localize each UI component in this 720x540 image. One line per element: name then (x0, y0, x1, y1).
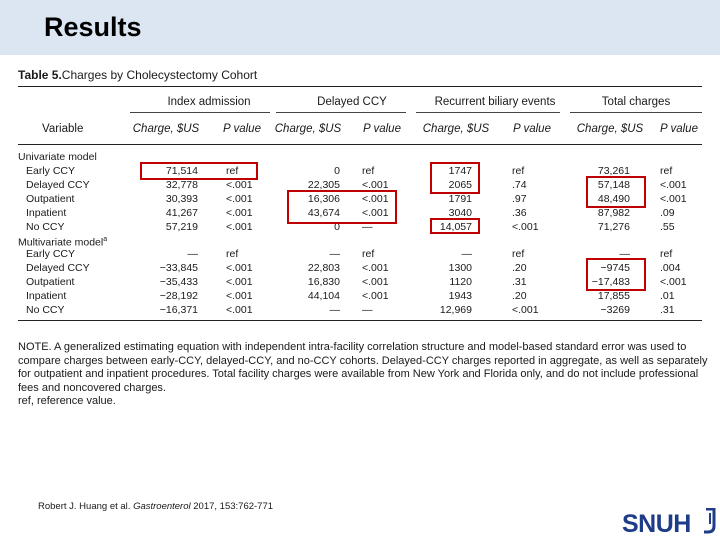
cell: 22,803 (307, 262, 340, 274)
col-recurrent-p: P value (513, 123, 551, 135)
cell: 3040 (448, 207, 472, 219)
cell: 0 (334, 221, 340, 233)
cell: <.001 (226, 304, 253, 316)
cell: 30,393 (165, 193, 198, 205)
cell: <.001 (226, 207, 253, 219)
cell: 1747 (448, 165, 472, 177)
subrule-index (130, 112, 270, 113)
cell: 16,830 (307, 276, 340, 288)
cell: 22,305 (307, 179, 340, 191)
cell: 2065 (448, 179, 472, 191)
col-variable: Variable (42, 123, 84, 135)
table-row (18, 304, 702, 316)
cell: 32,778 (165, 179, 198, 191)
cell: .31 (660, 304, 675, 316)
highlight-box (287, 190, 397, 224)
table-caption-text: Charges by Cholecystectomy Cohort (61, 68, 258, 82)
note-text: NOTE. A generalized estimating equation with independent intra-facility correlation structure and model-based standard error was used to compare charges between early-CCY, delayed-CCY, and no-CCY cohorts. Delayed-CCY charges reported in aggregate, as well as separately for outpatient and inpatient procedures. Total facility charges were available from New York and Florida only, and do not include professional fees and noncovered charges. (18, 341, 708, 394)
row-label: Inpatient (26, 290, 67, 302)
cell: ref (226, 248, 239, 260)
cell: <.001 (362, 262, 389, 274)
group-total-charges: Total charges (601, 96, 671, 108)
table-note (18, 341, 708, 409)
col-total-charge: Charge, $US (576, 123, 644, 135)
cell: — (461, 248, 472, 260)
cell: 87,982 (597, 207, 630, 219)
cell: ref (226, 165, 239, 177)
subrule-total (570, 112, 702, 113)
cell: — (187, 248, 198, 260)
row-label: No CCY (26, 221, 65, 233)
highlight-box (430, 218, 480, 234)
cell: 71,514 (165, 165, 198, 177)
cell: 41,267 (165, 207, 198, 219)
cell: .36 (512, 207, 527, 219)
header-rule (18, 144, 702, 145)
cell: .09 (660, 207, 675, 219)
cell: <.001 (362, 276, 389, 288)
highlight-box (586, 258, 646, 291)
col-index-charge: Charge, $US (132, 123, 200, 135)
subrule-delayed (276, 112, 406, 113)
cell: ref (362, 165, 375, 177)
cell: 0 (334, 165, 340, 177)
cell: −17,483 (591, 276, 630, 288)
table-bottom-rule (18, 320, 702, 321)
cell: <.001 (512, 304, 539, 316)
footnote-marker: a (103, 236, 108, 243)
cell: ref (362, 248, 375, 260)
citation-journal: Gastroenterol (133, 501, 191, 512)
cell: ref (660, 248, 673, 260)
cell: 44,104 (307, 290, 340, 302)
cell: 12,969 (439, 304, 472, 316)
subrule-recurrent (416, 112, 560, 113)
section-title: Univariate model (18, 151, 97, 163)
cell: <.001 (660, 193, 687, 205)
row-label: No CCY (26, 304, 65, 316)
highlight-box (586, 176, 646, 208)
cell: 57,148 (597, 179, 630, 191)
cell: <.001 (362, 207, 389, 219)
col-recurrent-charge: Charge, $US (422, 123, 490, 135)
slide-title: Results (44, 12, 142, 42)
cell: 1943 (448, 290, 472, 302)
cell: <.001 (362, 193, 389, 205)
row-label: Outpatient (26, 276, 75, 288)
cell: <.001 (226, 221, 253, 233)
section-univariate (18, 151, 702, 163)
table-caption (18, 68, 257, 82)
citation-details: 2017, 153:762-771 (193, 501, 274, 512)
group-delayed-ccy: Delayed CCY (317, 96, 387, 108)
cell: .20 (512, 290, 527, 302)
col-index-p: P value (223, 123, 261, 135)
cell: <.001 (226, 262, 253, 274)
cell: 14,057 (439, 221, 472, 233)
cell: 57,219 (165, 221, 198, 233)
col-total-p: P value (660, 123, 698, 135)
cell: 73,261 (597, 165, 630, 177)
cell: — (362, 304, 373, 316)
cell: — (329, 248, 340, 260)
col-delayed-p: P value (363, 123, 401, 135)
cell: <.001 (226, 193, 253, 205)
cell: −9745 (600, 262, 630, 274)
cell: 43,674 (307, 207, 340, 219)
cell: −16,371 (159, 304, 198, 316)
cell: <.001 (362, 290, 389, 302)
cell: ref (660, 165, 673, 177)
cell: .31 (512, 276, 527, 288)
cell: −35,433 (159, 276, 198, 288)
cell: ref (512, 248, 525, 260)
cell: .20 (512, 262, 527, 274)
cell: −33,845 (159, 262, 198, 274)
cell: .004 (660, 262, 681, 274)
cell: 71,276 (597, 221, 630, 233)
row-label: Early CCY (26, 165, 76, 177)
cell: <.001 (660, 179, 687, 191)
cell: .55 (660, 221, 675, 233)
citation-authors: Robert J. Huang et al. (38, 501, 131, 512)
row-label: Inpatient (26, 207, 67, 219)
cell: 48,490 (597, 193, 630, 205)
cell: −3269 (600, 304, 630, 316)
cell: — (329, 304, 340, 316)
group-index-admission: Index admission (167, 96, 251, 108)
table-caption-label: Table 5. (18, 68, 62, 82)
group-recurrent-biliary-events: Recurrent biliary events (434, 96, 556, 108)
cell: .01 (660, 290, 675, 302)
cell: <.001 (226, 290, 253, 302)
citation (38, 501, 273, 512)
cell: — (619, 248, 630, 260)
cell: <.001 (660, 276, 687, 288)
cell: −28,192 (159, 290, 198, 302)
row-label: Delayed CCY (26, 262, 90, 274)
cell: <.001 (362, 179, 389, 191)
table-row (18, 290, 702, 302)
cell: 1300 (448, 262, 472, 274)
row-label: Outpatient (26, 193, 75, 205)
table-top-rule (18, 86, 702, 87)
cell: 17,855 (597, 290, 630, 302)
cell: — (362, 221, 373, 233)
cell: <.001 (226, 179, 253, 191)
col-delayed-charge: Charge, $US (274, 123, 342, 135)
row-label: Delayed CCY (26, 179, 90, 191)
logo-text: SNUH (622, 510, 691, 538)
cell: <.001 (512, 221, 539, 233)
cell: 1120 (449, 276, 472, 288)
cell: 16,306 (307, 193, 340, 205)
highlight-box (430, 162, 480, 194)
cell: 1791 (448, 193, 472, 205)
note-ref: ref, reference value. (18, 395, 116, 407)
cell: .74 (512, 179, 527, 191)
section-title: Multivariate model (18, 236, 104, 249)
logo-mark-icon (702, 508, 718, 534)
cell: <.001 (226, 276, 253, 288)
row-label: Early CCY (26, 248, 76, 260)
highlight-box (140, 162, 258, 180)
section-multivariate (18, 234, 702, 249)
cell: .97 (512, 193, 527, 205)
cell: ref (512, 165, 525, 177)
